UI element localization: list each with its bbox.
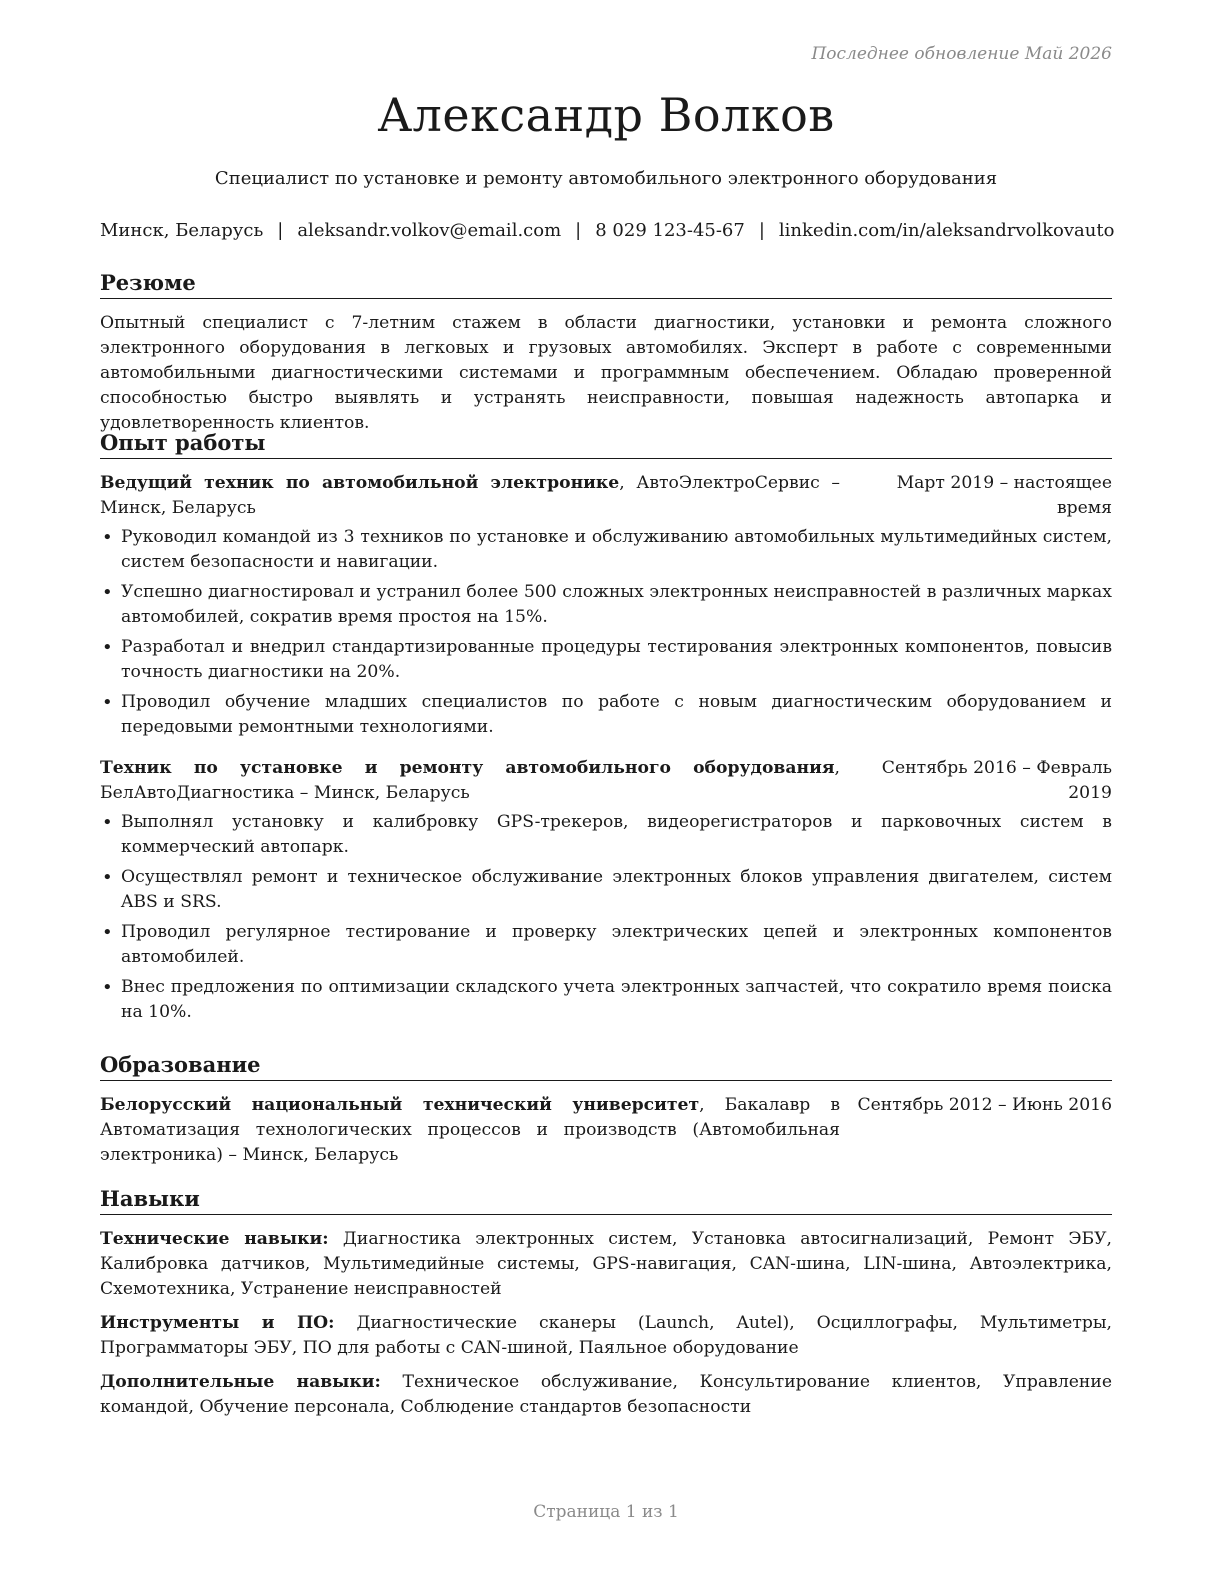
education-section — [100, 1052, 1112, 1168]
contact-separator: | — [277, 220, 284, 241]
candidate-name: Александр Волков — [377, 88, 835, 142]
job-bullet: • Проводил регулярное тестирование и проверку электрических цепей и электронных компонентов автомобилей. — [100, 920, 1112, 970]
section-title-skills: Навыки — [100, 1186, 1112, 1215]
resume-page — [100, 0, 1115, 1584]
job-bullet: • Осуществлял ремонт и техническое обслуживание электронных блоков управления двигателем, систем ABS и SRS. — [100, 865, 1112, 915]
job-role: Ведущий техник по автомобильной электронике — [100, 473, 620, 493]
contact-location: Минск, Беларусь — [100, 220, 264, 241]
contact-separator: | — [758, 220, 765, 241]
skills-section — [100, 1186, 1112, 1429]
skill-label: Инструменты и ПО: — [100, 1313, 335, 1333]
skill-group — [100, 1311, 1112, 1361]
education-dates: Сентябрь 2012 – Июнь 2016 — [857, 1095, 1112, 1115]
experience-section — [100, 430, 1112, 1041]
job-bullets — [100, 810, 1112, 1025]
contact-email[interactable]: aleksandr.volkov@email.com — [297, 220, 562, 241]
job-bullet: • Руководил командой из 3 техников по установке и обслуживанию автомобильных мультимедийных систем, систем безопасности и навигации. — [100, 525, 1112, 575]
job-role-company — [100, 471, 840, 521]
job-bullet: • Проводил обучение младших специалистов по работе с новым диагностическим оборудованием и передовыми ремонтными технологиями. — [100, 690, 1112, 740]
job-bullets — [100, 525, 1112, 740]
skill-text: Техническое обслуживание, Консультирование клиентов, Управление командой, Обучение персонала, Соблюдение стандартов безопасности — [100, 1372, 1112, 1417]
job-bullet: • Внес предложения по оптимизации складского учета электронных запчастей, что сократило время поиска на 10%. — [100, 975, 1112, 1025]
contact-linkedin[interactable]: linkedin.com/in/aleksandrvolkovauto — [778, 220, 1115, 241]
education-entry — [100, 1093, 1112, 1168]
job-bullet: • Разработал и внедрил стандартизированные процедуры тестирования электронных компонентов, повысив точность диагностики на 20%. — [100, 635, 1112, 685]
education-school-degree — [100, 1093, 840, 1168]
job-bullet: • Выполнял установку и калибровку GPS-трекеров, видеорегистраторов и парковочных систем в коммерческий автопарк. — [100, 810, 1112, 860]
skill-text: Диагностические сканеры (Launch, Autel), Осциллографы, Мультиметры, Программаторы ЭБУ, ПО для работы с CAN-шиной, Паяльное оборудование — [100, 1313, 1113, 1358]
skill-label: Дополнительные навыки: — [100, 1372, 381, 1392]
section-title-education: Образование — [100, 1052, 1112, 1081]
education-school: Белорусский национальный технический университет — [100, 1095, 700, 1115]
job-company: , БелАвтоДиагностика – Минск, Беларусь — [100, 758, 840, 803]
job-bullet: • Успешно диагностировал и устранил более 500 сложных электронных неисправностей в различных марках автомобилей, сократив время простоя на 15%. — [100, 580, 1112, 630]
job-header — [100, 471, 1112, 521]
page-number: Страница 1 из 1 — [533, 1502, 679, 1522]
job-title: Специалист по установке и ремонту автомобильного электронного оборудования — [214, 168, 998, 189]
section-title-summary: Резюме — [100, 270, 1112, 299]
skill-group — [100, 1227, 1112, 1302]
education-details: , Бакалавр в Автоматизация технологических процессов и производств (Автомобильная электроника) – Минск, Беларусь — [100, 1095, 841, 1165]
summary-text: Опытный специалист с 7-летним стажем в области диагностики, установки и ремонта сложного электронного оборудования в легковых и грузовых автомобилях. Эксперт в работе с современными автомобильными диагностическими системами и программным обеспечением. Обладаю проверенной способностью быстро выявлять и устранять неисправности, повышая надежность автопарка и удовлетворенность клиентов. — [100, 313, 1112, 433]
job-header — [100, 756, 1112, 806]
job-entry — [100, 471, 1112, 740]
job-dates: Март 2019 – настоящее время — [896, 473, 1112, 518]
skill-label: Технические навыки: — [100, 1229, 329, 1249]
summary-section — [100, 270, 1112, 436]
job-dates: Сентябрь 2016 – Февраль 2019 — [881, 758, 1112, 803]
skill-group — [100, 1370, 1112, 1420]
last-updated: Последнее обновление Май 2026 — [811, 44, 1112, 64]
contact-line — [100, 220, 1115, 241]
contact-phone[interactable]: 8 029 123-45-67 — [595, 220, 745, 241]
job-company: , АвтоЭлектроСервис – Минск, Беларусь — [100, 473, 840, 518]
job-role-company — [100, 756, 840, 806]
skill-text: Диагностика электронных систем, Установка автосигнализаций, Ремонт ЭБУ, Калибровка датчиков, Мультимедийные системы, GPS-навигация, CAN-шина, LIN-шина, Автоэлектрика, Схемотехника, Устранение неисправностей — [100, 1229, 1112, 1299]
job-role: Техник по установке и ремонту автомобильного оборудования — [100, 758, 835, 778]
contact-separator: | — [575, 220, 582, 241]
section-title-experience: Опыт работы — [100, 430, 1112, 459]
job-entry — [100, 756, 1112, 1025]
